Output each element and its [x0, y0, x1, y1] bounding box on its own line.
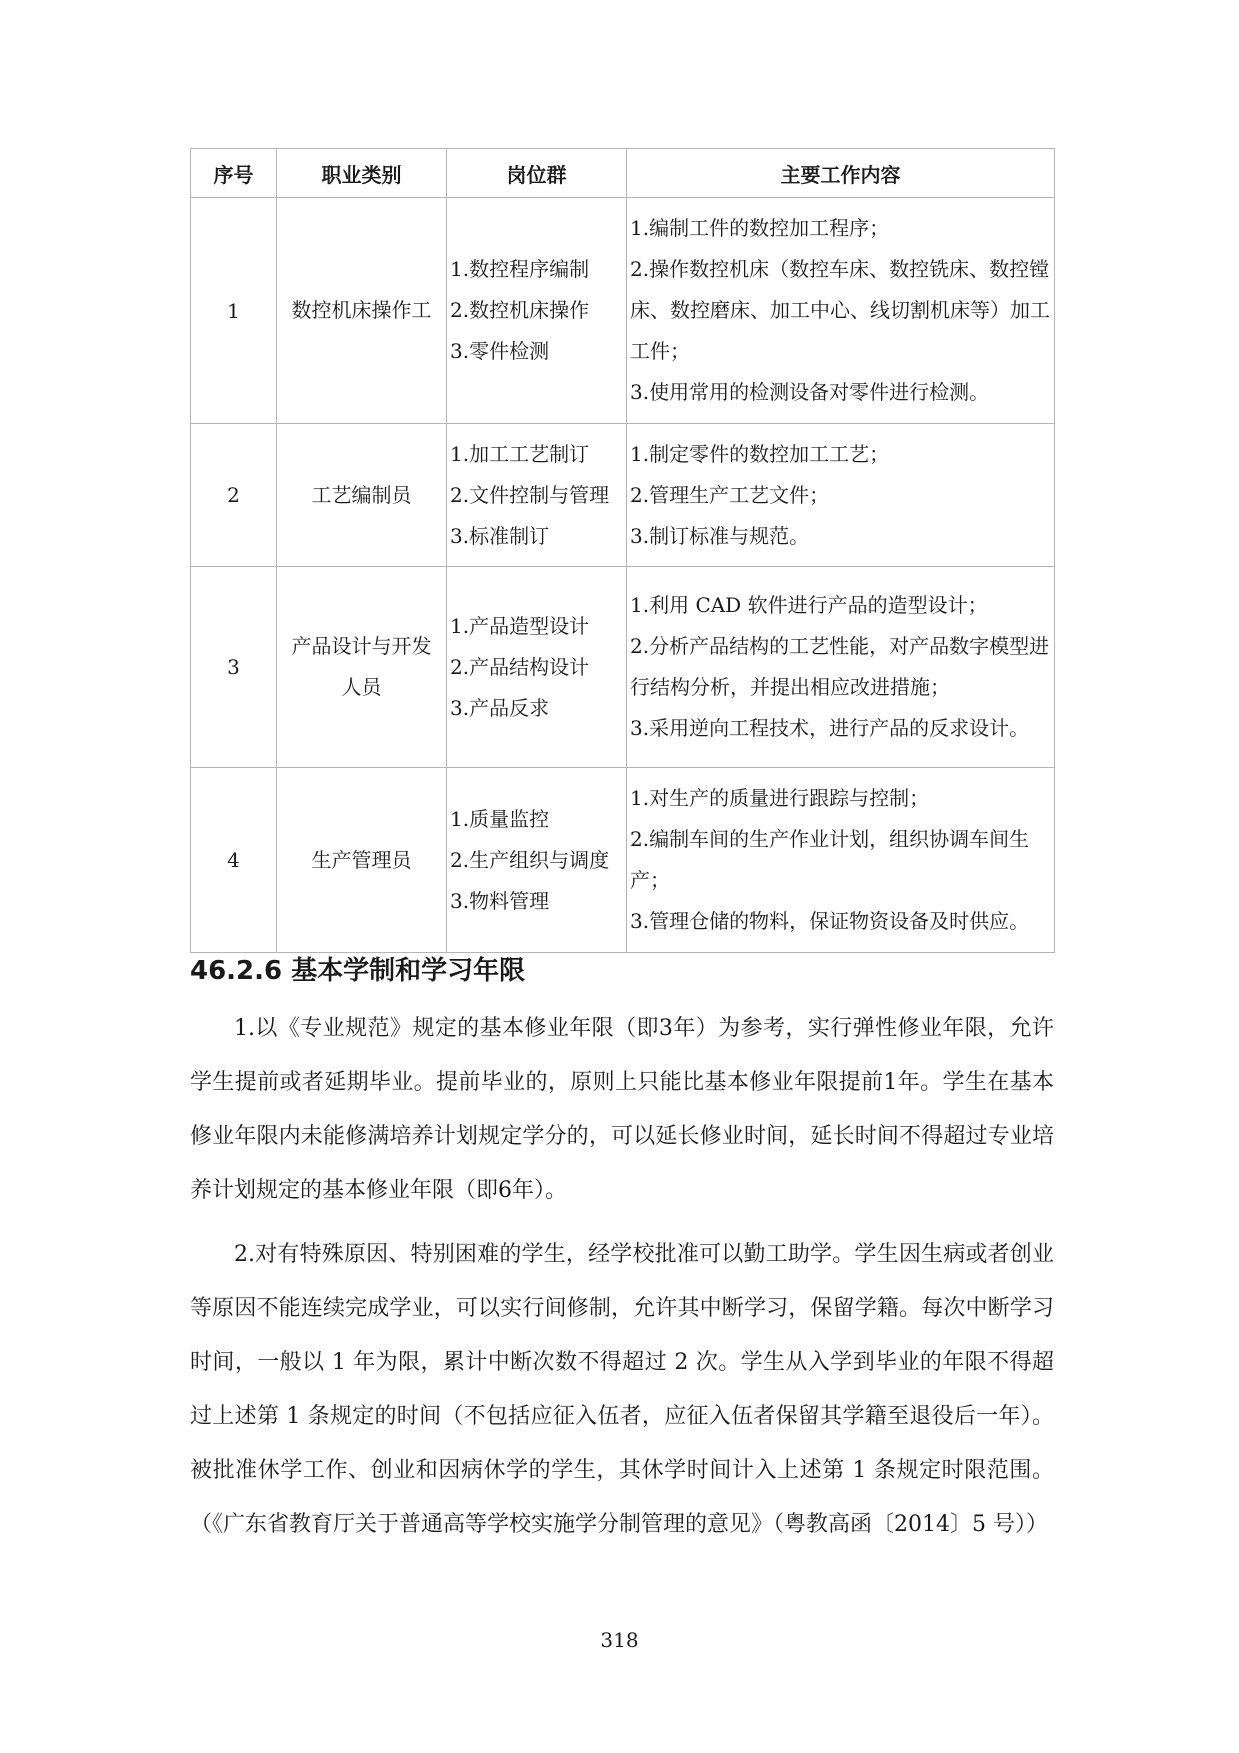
- work-item: 2.管理生产工艺文件；: [630, 482, 830, 507]
- header-work-content: 主要工作内容: [627, 149, 1055, 198]
- position-item: 2.文件控制与管理: [450, 482, 610, 507]
- row-number: 1: [191, 198, 277, 424]
- category-line: 生产管理员: [311, 847, 412, 872]
- row-category: [277, 198, 447, 424]
- table-row: [191, 424, 1055, 567]
- row-number: 3: [191, 567, 277, 768]
- row-positions: [447, 424, 627, 567]
- work-item: 3.管理仓储的物料，保证物资设备及时供应。: [630, 909, 1030, 933]
- paragraph-suspension: 2.对有特殊原因、特别困难的学生，经学校批准可以勤工助学。学生因生病或者创业等原因不能连续完成学业，可以实行间修制，允许其中断学习，保留学籍。每次中断学习时间，一般以 1 年为限，累计中断次数不得超过 2 次。学生从入学到毕业的年限不得超过上述第 1 条规定的时间（不包括应征入伍者，应征入伍者保留其学籍至退役后一年）。被批准休学工作、创业和因病休学的学生，其休学时间计入上述第 1 条规定时限范围。（《广东省教育厅关于普通高等学校实施学分制管理的意见》（粤教高函〔2014〕5 号））: [190, 1242, 1054, 1537]
- position-item: 2.产品结构设计: [450, 654, 590, 679]
- row-work-content: [627, 768, 1055, 953]
- position-item: 1.加工工艺制订: [450, 441, 590, 466]
- row-work-content: [627, 198, 1055, 424]
- paragraph-study-years: 1.以《专业规范》规定的基本修业年限（即3年）为参考，实行弹性修业年限，允许学生提前或者延期毕业。提前毕业的，原则上只能比基本修业年限提前1年。学生在基本修业年限内未能修满培养计划规定学分的，可以延长修业时间，延长时间不得超过专业培养计划规定的基本修业年限（即6年）。: [190, 1016, 1054, 1203]
- category-line: 工艺编制员: [311, 482, 412, 507]
- position-item: 3.物料管理: [450, 888, 550, 913]
- position-item: 3.产品反求: [450, 695, 550, 720]
- category-line: 人员: [341, 675, 382, 699]
- page-number: 318: [600, 1628, 639, 1652]
- table-row: [191, 768, 1055, 953]
- row-number: 4: [191, 768, 277, 953]
- row-number: 2: [191, 424, 277, 567]
- row-category: [277, 768, 447, 953]
- work-item: 1.对生产的质量进行跟踪与控制；: [630, 786, 930, 810]
- work-item: 3.制订标准与规范。: [630, 523, 810, 548]
- category-line: 数控机床操作工: [291, 298, 432, 322]
- occupation-table: [190, 148, 1055, 953]
- position-item: 1.质量监控: [450, 806, 550, 831]
- table-row: [191, 567, 1055, 768]
- position-item: 2.数控机床操作: [450, 298, 590, 322]
- work-item: 2.操作数控机床（数控车床、数控铣床、数控镗床、数控磨床、加工中心、线切割机床等）加工工件；: [630, 257, 1050, 363]
- position-item: 1.数控程序编制: [450, 257, 590, 281]
- header-category: 职业类别: [277, 149, 447, 198]
- section-heading: 46.2.6 基本学制和学习年限: [190, 956, 526, 986]
- work-item: 2.分析产品结构的工艺性能，对产品数字模型进行结构分析，并提出相应改进措施；: [630, 634, 1050, 699]
- row-work-content: [627, 567, 1055, 768]
- row-category: [277, 424, 447, 567]
- header-positions: 岗位群: [447, 149, 627, 198]
- row-positions: [447, 198, 627, 424]
- header-number: 序号: [191, 149, 277, 198]
- table-header-row: [191, 149, 1055, 198]
- work-item: 3.采用逆向工程技术，进行产品的反求设计。: [630, 716, 1030, 740]
- row-positions: [447, 567, 627, 768]
- work-item: 1.制定零件的数控加工工艺；: [630, 441, 890, 466]
- position-item: 3.标准制订: [450, 523, 550, 548]
- work-item: 1.利用 CAD 软件进行产品的造型设计；: [630, 593, 988, 617]
- work-item: 3.使用常用的检测设备对零件进行检测。: [630, 380, 990, 404]
- row-work-content: [627, 424, 1055, 567]
- table-row: [191, 198, 1055, 424]
- work-item: 2.编制车间的生产作业计划，组织协调车间生产；: [630, 827, 1030, 892]
- row-positions: [447, 768, 627, 953]
- category-line: 产品设计与开发: [291, 634, 432, 658]
- row-category: [277, 567, 447, 768]
- position-item: 1.产品造型设计: [450, 613, 590, 638]
- work-item: 1.编制工件的数控加工程序；: [630, 216, 890, 240]
- position-item: 2.生产组织与调度: [450, 847, 610, 872]
- position-item: 3.零件检测: [450, 339, 550, 363]
